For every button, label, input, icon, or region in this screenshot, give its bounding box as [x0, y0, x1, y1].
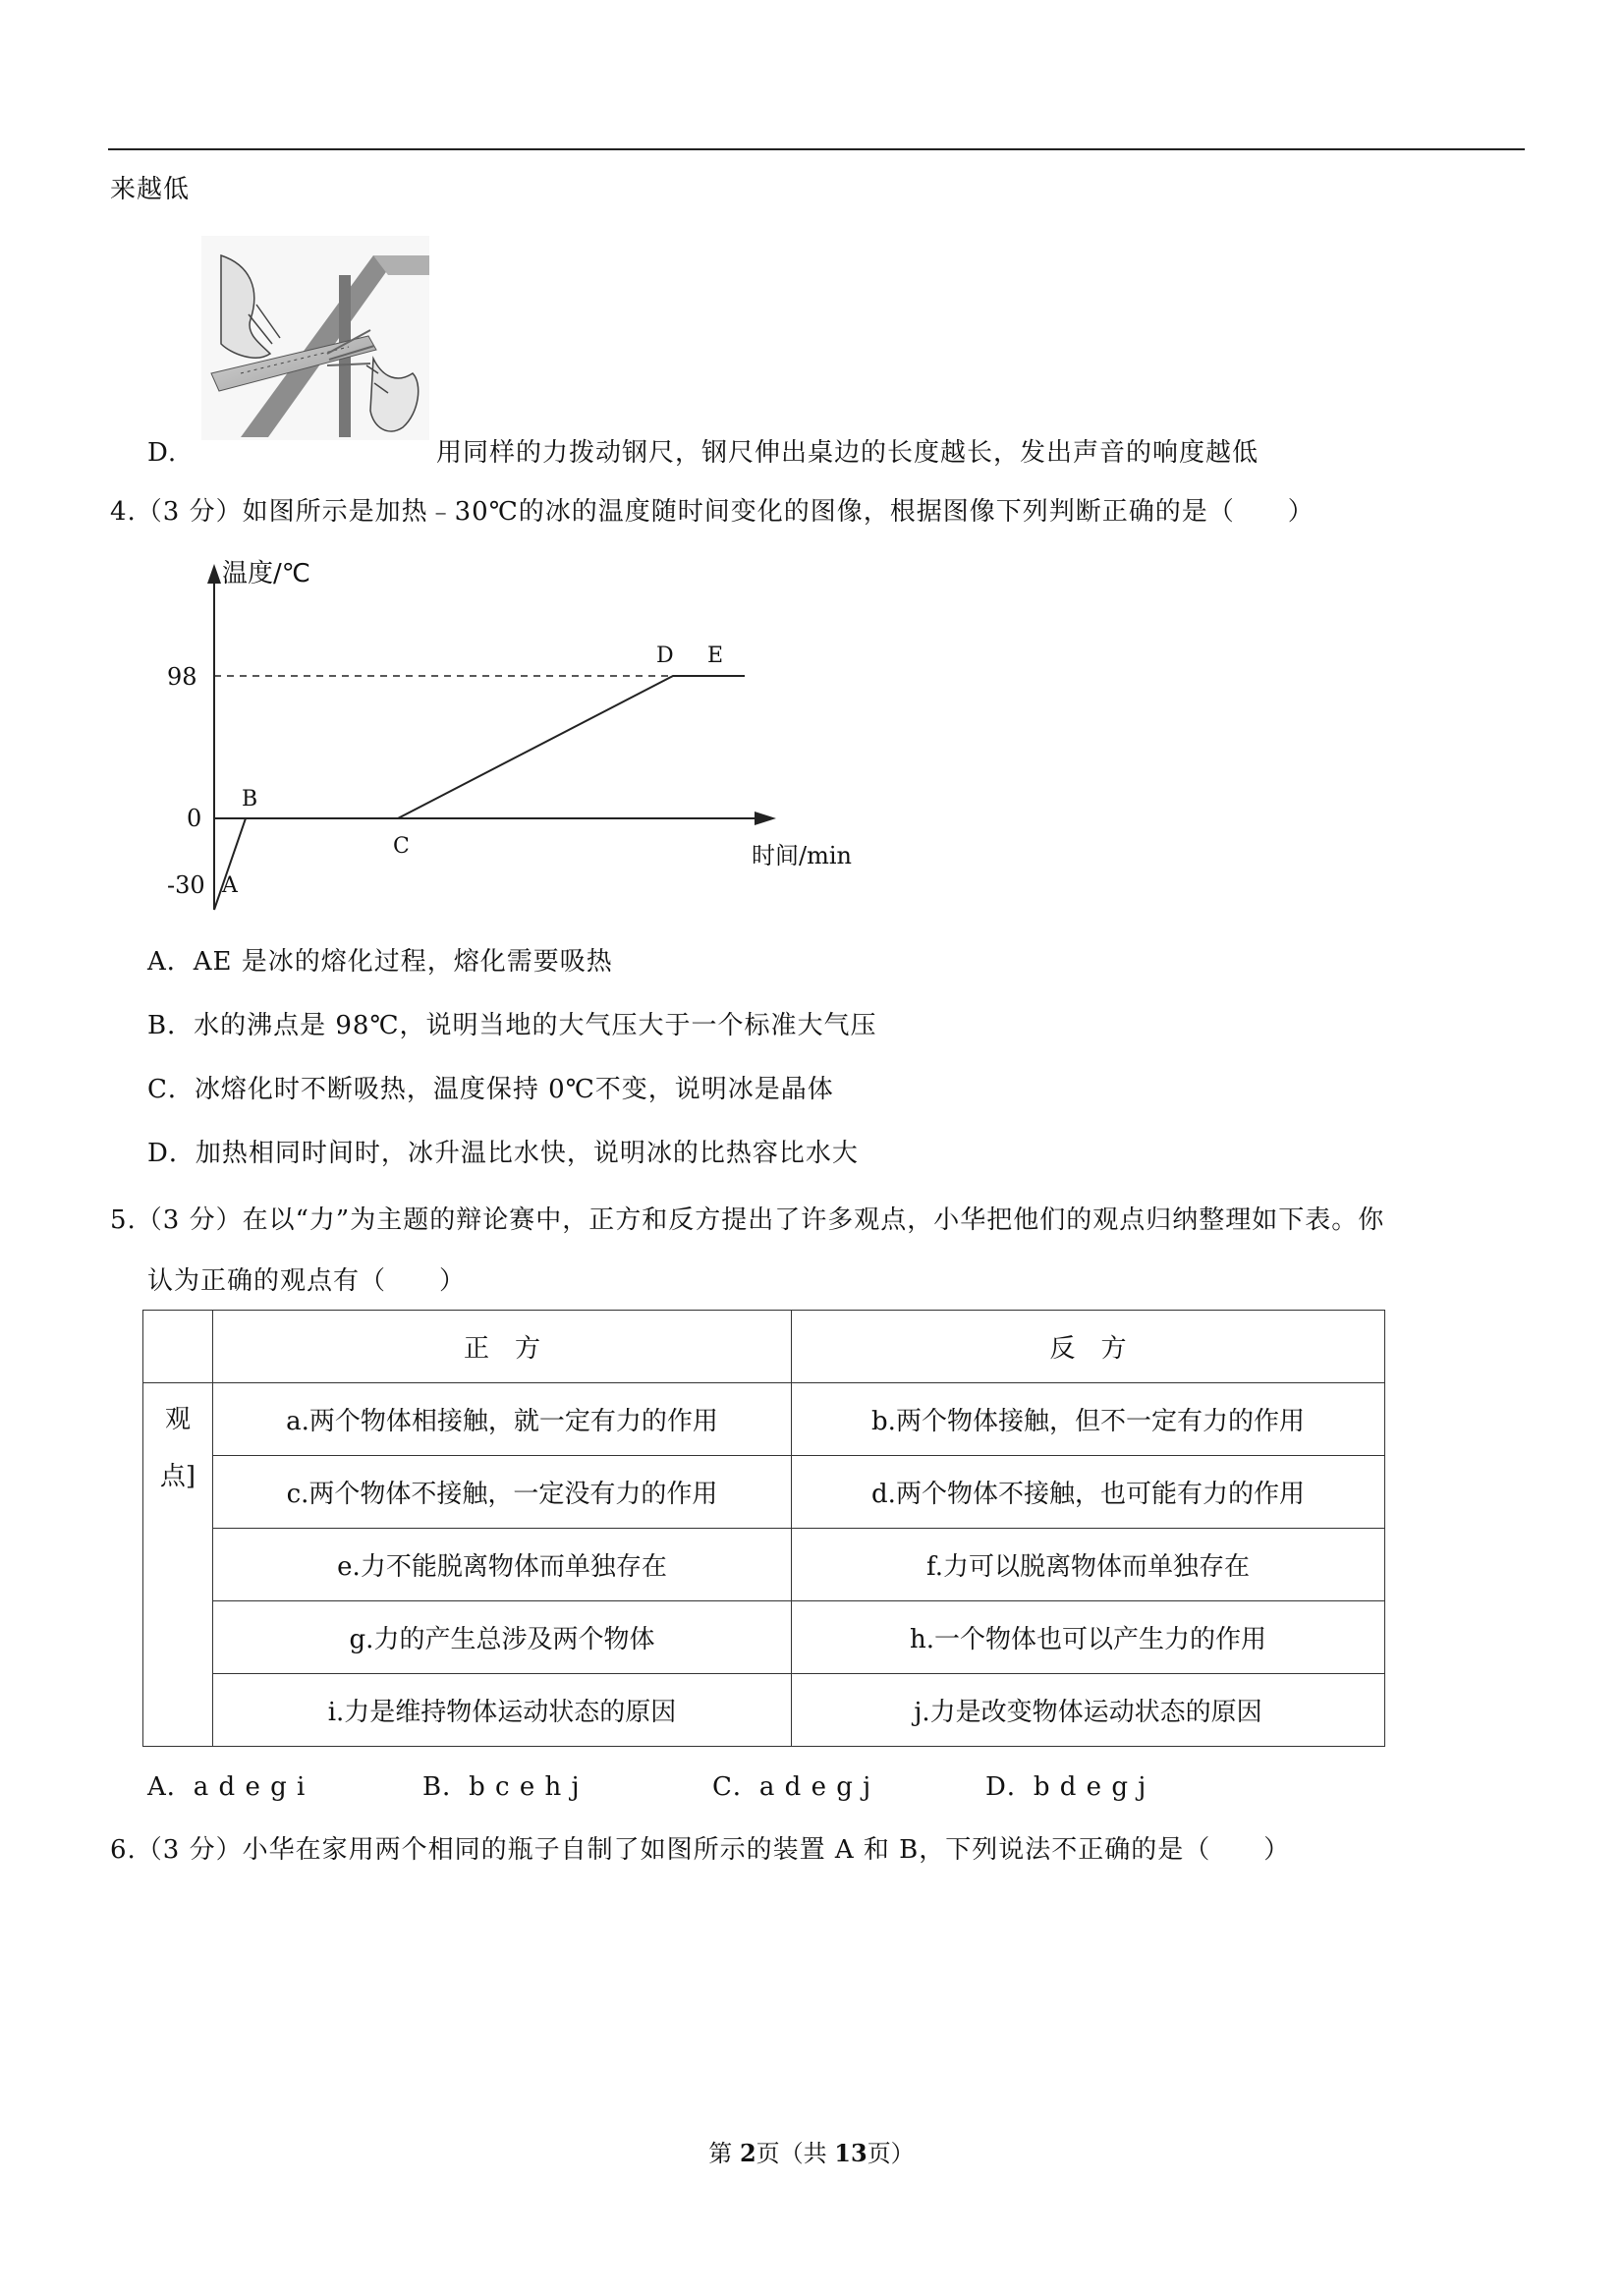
ruler-on-table-figure: [201, 236, 429, 440]
q5-answer-b: B．b c e h j: [422, 1772, 581, 1802]
cell-pro-e: e.力不能脱离物体而单独存在: [213, 1529, 792, 1601]
table-row: [143, 1601, 1385, 1674]
point-label-c: C: [393, 834, 410, 859]
viewpoint-table: [142, 1310, 1385, 1747]
q5-answer-c: C．a d e g j: [712, 1772, 872, 1802]
footer-prefix: 第: [708, 2140, 740, 2167]
table-row: [143, 1529, 1385, 1601]
side-label-1: 观: [164, 1405, 191, 1434]
point-label-a: A: [222, 873, 238, 898]
cell-con-j: j.力是改变物体运动状态的原因: [792, 1674, 1385, 1747]
cell-pro-c: c.两个物体不接触，一定没有力的作用: [213, 1456, 792, 1529]
y-tick-neg30: -30: [167, 871, 205, 899]
point-label-b: B: [242, 787, 258, 812]
x-axis-arrow: [755, 812, 776, 825]
cell-con-b: b.两个物体接触，但不一定有力的作用: [792, 1383, 1385, 1456]
cell-con-h: h.一个物体也可以产生力的作用: [792, 1601, 1385, 1674]
y-tick-98: 98: [167, 663, 197, 691]
cell-con-d: d.两个物体不接触，也可能有力的作用: [792, 1456, 1385, 1529]
temperature-time-graph: [157, 558, 865, 912]
header-con: 反 方: [792, 1311, 1385, 1383]
cell-pro-g: g.力的产生总涉及两个物体: [213, 1601, 792, 1674]
q3-option-d-label: D.: [147, 438, 178, 468]
footer-page-number: 2: [739, 2139, 756, 2167]
q5-answer-d: D．b d e g j: [985, 1772, 1147, 1802]
table-header-row: [143, 1311, 1385, 1383]
footer-total-pages: 13: [834, 2139, 867, 2167]
header-rule: [108, 148, 1525, 150]
page-footer: [0, 2134, 1623, 2168]
q3-option-d-text: 用同样的力拨动钢尺，钢尺伸出桌边的长度越长，发出声音的响度越低: [436, 438, 1259, 468]
cell-pro-i: i.力是维持物体运动状态的原因: [213, 1674, 792, 1747]
q4-option-d: D．加热相同时间时，冰升温比水快，说明冰的比热容比水大: [147, 1139, 859, 1168]
x-axis-label: 时间/min: [752, 842, 852, 869]
q6-stem: 6.（3 分）小华在家用两个相同的瓶子自制了如图所示的装置 A 和 B，下列说法不正确的是（ ）: [110, 1835, 1291, 1865]
y-tick-0: 0: [187, 805, 202, 832]
point-label-e: E: [707, 644, 724, 668]
table-corner-cell: [143, 1311, 213, 1383]
q4-option-b: B．水的沸点是 98℃，说明当地的大气压大于一个标准大气压: [147, 1011, 877, 1040]
cell-pro-a: a.两个物体相接触，就一定有力的作用: [213, 1383, 792, 1456]
table-row: [143, 1674, 1385, 1747]
footer-middle: 页（共: [756, 2140, 835, 2167]
q4-option-a: A．AE 是冰的熔化过程，熔化需要吸热: [147, 947, 613, 977]
q4-option-c: C．冰熔化时不断吸热，温度保持 0℃不变，说明冰是晶体: [147, 1075, 834, 1104]
header-pro: 正 方: [213, 1311, 792, 1383]
q5-stem-line2: 认为正确的观点有（ ）: [147, 1266, 467, 1296]
y-axis-label: 温度/℃: [222, 559, 310, 588]
table-row: [143, 1383, 1385, 1456]
footer-suffix: 页）: [867, 2140, 915, 2167]
q5-stem-line1: 5.（3 分）在以“力”为主题的辩论赛中，正方和反方提出了许多观点，小华把他们的观点归纳整理如下表。你: [110, 1205, 1385, 1235]
q5-answer-a: A．a d e g i: [147, 1772, 307, 1802]
side-label-2: 点]: [159, 1462, 196, 1491]
side-label-cell: [143, 1383, 213, 1747]
continued-text: 来越低: [110, 175, 191, 204]
temperature-series-line: [214, 676, 745, 910]
cell-con-f: f.力可以脱离物体而单独存在: [792, 1529, 1385, 1601]
q4-stem: 4.（3 分）如图所示是加热﹣30℃的冰的温度随时间变化的图像，根据图像下列判断正确的是（ ）: [110, 497, 1315, 527]
y-axis-arrow: [207, 564, 221, 584]
point-label-d: D: [656, 644, 674, 668]
table-row: [143, 1456, 1385, 1529]
